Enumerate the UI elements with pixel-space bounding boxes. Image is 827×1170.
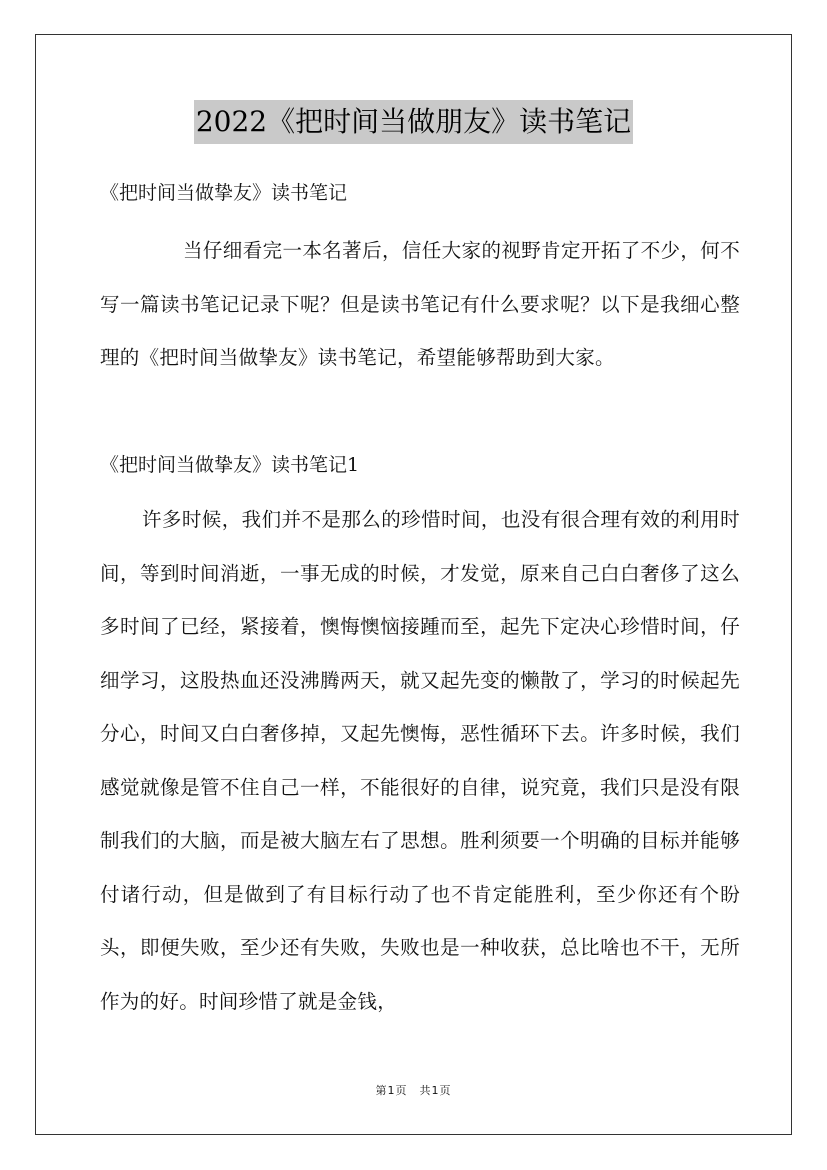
document-title: 2022《把时间当做朋友》读书笔记 (194, 100, 633, 144)
document-subtitle: 《把时间当做挚友》读书笔记 (100, 182, 348, 204)
section-heading: 《把时间当做挚友》读书笔记1 (100, 454, 360, 476)
page-footer (0, 1083, 827, 1099)
body-paragraph: 许多时候，我们并不是那么的珍惜时间，也没有很合理有效的利用时间，等到时间消逝，一事无成的时候，才发觉，原来自己白白奢侈了这么多时间了已经，紧接着，懊悔懊恼接踵而至，起先下定决心珍惜时间，仔细学习，这股热血还没沸腾两天，就又起先变的懒散了，学习的时候起先分心，时间又白白奢侈掉，又起先懊悔，恶性循环下去。许多时候，我们感觉就像是管不住自己一样，不能很好的自律，说究竟，我们只是没有限制我们的大脑，而是被大脑左右了思想。胜利须要一个明确的目标并能够付诸行动，但是做到了有目标行动了也不肯定能胜利，至少你还有个盼头，即便失败，至少还有失败，失败也是一种收获，总比啥也不干，无所作为的好。时间珍惜了就是金钱， (100, 508, 740, 1013)
page-number: 第1页 (375, 1084, 408, 1097)
intro-paragraph: 当仔细看完一本名著后，信任大家的视野肯定开拓了不少，何不写一篇读书笔记记录下呢？但是读书笔记有什么要求呢？以下是我细心整理的《把时间当做挚友》读书笔记，希望能够帮助到大家。 (100, 239, 740, 369)
document-title-wrapper (0, 100, 827, 144)
page-total: 共1页 (419, 1084, 452, 1097)
